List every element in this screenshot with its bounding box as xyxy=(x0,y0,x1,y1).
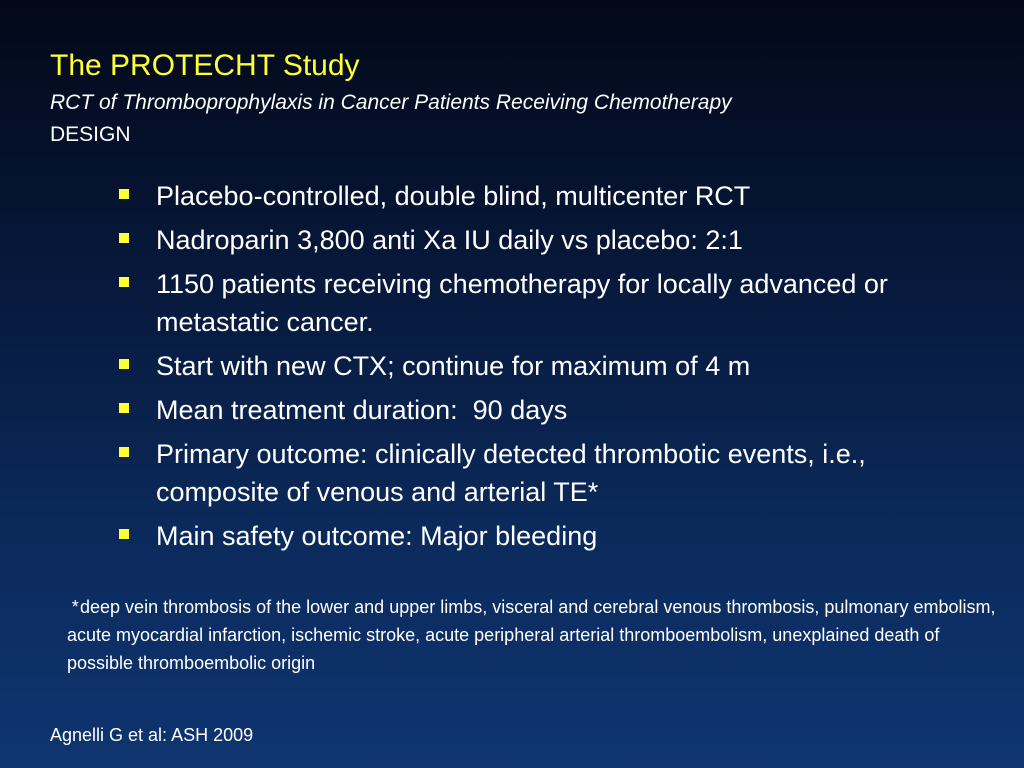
bullet-text: Nadroparin 3,800 anti Xa IU daily vs placebo: 2:1 xyxy=(156,225,743,255)
bullet-text: Start with new CTX; continue for maximum of 4 m xyxy=(156,351,751,381)
bullet-text: Placebo-controlled, double blind, multicenter RCT xyxy=(156,181,751,211)
square-bullet-icon xyxy=(119,529,129,539)
square-bullet-icon xyxy=(119,189,129,199)
square-bullet-icon xyxy=(119,403,129,413)
section-heading: DESIGN xyxy=(50,123,131,146)
bullet-item xyxy=(118,265,978,341)
bullet-item xyxy=(118,177,978,215)
slide-title: The PROTECHT Study xyxy=(50,49,360,82)
footnote xyxy=(67,593,997,677)
bullet-text: Main safety outcome: Major bleeding xyxy=(156,521,598,551)
square-bullet-icon xyxy=(119,233,129,243)
bullet-item xyxy=(118,347,978,385)
bullet-item xyxy=(118,435,978,511)
citation: Agnelli G et al: ASH 2009 xyxy=(50,725,254,745)
square-bullet-icon xyxy=(119,359,129,369)
bullet-item xyxy=(118,517,978,555)
bullet-text: Primary outcome: clinically detected thrombotic events, i.e., composite of venous and arterial TE* xyxy=(156,439,866,507)
bullet-item xyxy=(118,391,978,429)
footnote-marker: * xyxy=(71,597,79,617)
slide-subtitle: RCT of Thromboprophylaxis in Cancer Patients Receiving Chemotherapy xyxy=(50,91,732,114)
bullet-list xyxy=(118,177,978,561)
bullet-item xyxy=(118,221,978,259)
bullet-text: Mean treatment duration: 90 days xyxy=(156,395,568,425)
square-bullet-icon xyxy=(119,447,129,457)
bullet-text: 1150 patients receiving chemotherapy for locally advanced or metastatic cancer. xyxy=(156,269,888,337)
square-bullet-icon xyxy=(119,277,129,287)
footnote-text: deep vein thrombosis of the lower and upper limbs, visceral and cerebral venous thrombosis, pulmonary embolism, acute myocardial infarction, ischemic stroke, acute peripheral arterial thromboembolism, unexplained death of possible thromboembolic origin xyxy=(67,597,996,673)
